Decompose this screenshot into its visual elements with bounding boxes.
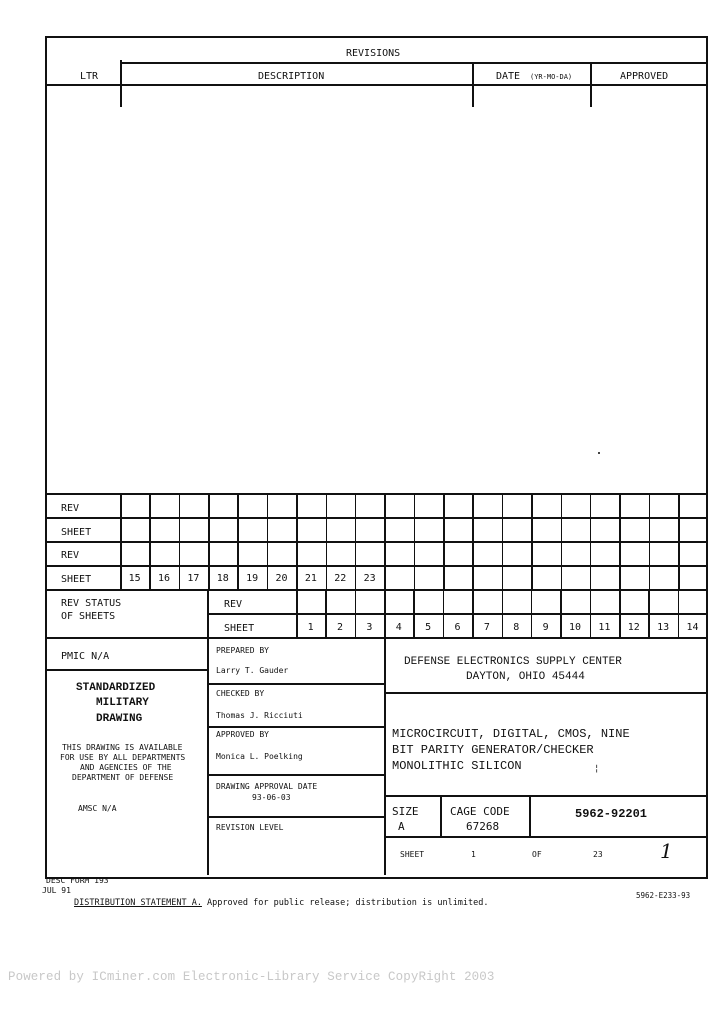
lower-sheet-number: 7	[483, 622, 490, 633]
rev-table-top	[45, 493, 706, 495]
upper-sheet-number: 18	[216, 573, 229, 584]
right-div-3	[384, 836, 706, 838]
desc-line1: MICROCIRCUIT, DIGITAL, CMOS, NINE	[392, 727, 630, 741]
document-number: 5962-92201	[575, 807, 648, 821]
scan-speck	[598, 452, 600, 454]
distribution-label: DISTRIBUTION STATEMENT A.	[74, 898, 202, 908]
cage-vert	[529, 795, 531, 836]
lower-sheet-number: 14	[686, 622, 699, 633]
upper-grid-col-line	[590, 493, 592, 589]
upper-sheet-number: 21	[304, 573, 317, 584]
col-description: DESCRIPTION	[258, 71, 325, 82]
cage-label: CAGE CODE	[450, 805, 510, 818]
revision-level-label: REVISION LEVEL	[216, 823, 284, 832]
mid-div-1	[207, 683, 384, 685]
upper-sheet-number: 23	[363, 573, 376, 584]
approved-by-label: APPROVED BY	[216, 730, 269, 739]
of-label: OF	[532, 850, 542, 859]
col-approved: APPROVED	[620, 71, 669, 82]
revisions-col-line-3	[590, 62, 592, 107]
upper-sheet-number: 19	[246, 573, 259, 584]
upper-grid-col-line	[561, 493, 563, 589]
rev-status-vert	[207, 589, 209, 875]
revisions-col-line-1	[120, 60, 122, 107]
pmic-divider	[45, 669, 207, 671]
lower-sheet-number: 1	[307, 622, 314, 633]
avail-line4: DEPARTMENT OF DEFENSE	[72, 773, 174, 782]
lower-sheet-number: 11	[598, 622, 611, 633]
rev-table-row1	[45, 517, 706, 519]
sheet-label: SHEET	[400, 850, 425, 859]
upper-grid-col-line	[414, 493, 416, 589]
desc-line3: MONOLITHIC SILICON	[392, 759, 522, 773]
revisions-col-line-2	[472, 62, 474, 107]
distribution-statement	[74, 899, 489, 908]
upper-grid-col-line	[384, 493, 386, 589]
lower-sheet-number: 9	[542, 622, 549, 633]
rev-status-line1: REV STATUS	[61, 598, 122, 609]
upper-grid-col-line	[443, 493, 445, 589]
mid-div-4	[207, 816, 384, 818]
rev-table-row4	[45, 589, 706, 591]
avail-line1: THIS DRAWING IS AVAILABLE	[62, 743, 183, 752]
std-line3: DRAWING	[96, 713, 143, 725]
col-date-format: (YR-MO-DA)	[530, 73, 573, 81]
lower-sheet-number: 13	[657, 622, 670, 633]
lower-sheet-number: 2	[337, 622, 344, 633]
std-line2: MILITARY	[96, 697, 149, 709]
rev-table-row3	[45, 565, 706, 567]
rev-label-1: REV	[61, 503, 80, 514]
revisions-title-divider	[120, 62, 706, 64]
col-date: DATE	[496, 71, 521, 82]
avail-line2: FOR USE BY ALL DEPARTMENTS	[60, 753, 186, 762]
sheet-label-2: SHEET	[61, 574, 92, 585]
mid-div-2	[207, 726, 384, 728]
checked-by-name: Thomas J. Ricciuti	[216, 711, 303, 720]
pmic-label: PMIC N/A	[61, 651, 110, 662]
cage-value: 67268	[466, 820, 500, 833]
scan-tick-mark: ¦	[594, 764, 600, 774]
lower-sheet-number: 6	[454, 622, 461, 633]
agency-line2: DAYTON, OHIO 45444	[466, 671, 585, 683]
sheet-value: 1	[471, 850, 476, 859]
mid-div-3	[207, 774, 384, 776]
lower-sheet-number: 12	[627, 622, 640, 633]
lower-sheet-number: 3	[366, 622, 373, 633]
size-value: A	[398, 820, 405, 833]
desc-line2: BIT PARITY GENERATOR/CHECKER	[392, 743, 594, 757]
approval-date-value: 93-06-03	[252, 793, 291, 802]
rev-status-line2: OF SHEETS	[61, 611, 116, 622]
upper-sheet-number: 15	[128, 573, 141, 584]
rev-label-3: REV	[224, 599, 243, 610]
checked-by-label: CHECKED BY	[216, 689, 265, 698]
distribution-text: Approved for public release; distribution is unlimited.	[201, 898, 489, 908]
form-line1: DESC FORM 193	[46, 876, 109, 885]
right-div-1	[384, 692, 706, 694]
agency-line1: DEFENSE ELECTRONICS SUPPLY CENTER	[404, 656, 622, 668]
upper-sheet-number: 20	[275, 573, 288, 584]
right-div-2	[384, 795, 706, 797]
prepared-by-name: Larry T. Gauder	[216, 666, 289, 675]
lower-sheet-number: 4	[395, 622, 402, 633]
amsc-label: AMSC N/A	[78, 804, 117, 813]
prepared-by-label: PREPARED BY	[216, 646, 269, 655]
rev-status-bottom	[45, 637, 706, 639]
lower-sheet-number: 5	[425, 622, 432, 633]
upper-sheet-number: 16	[158, 573, 171, 584]
approved-by-name: Monica L. Poelking	[216, 752, 303, 761]
upper-grid-col-line	[472, 493, 474, 589]
lower-sheet-number: 10	[568, 622, 582, 633]
size-vert	[440, 795, 442, 836]
upper-grid-col-line	[649, 493, 651, 589]
std-line1: STANDARDIZED	[76, 682, 156, 694]
size-label: SIZE	[392, 805, 419, 818]
rev-table-row2	[45, 541, 706, 543]
watermark: Powered by ICminer.com Electronic-Library Service CopyRight 2003	[8, 970, 495, 984]
upper-grid-col-line	[619, 493, 621, 589]
approval-date-label: DRAWING APPROVAL DATE	[216, 782, 318, 791]
lower-sheet-number: 8	[513, 622, 520, 633]
sheet-label-3: SHEET	[224, 623, 255, 634]
of-value: 23	[593, 850, 603, 859]
upper-sheet-number: 17	[187, 573, 200, 584]
mid-col-right	[384, 637, 386, 875]
avail-line3: AND AGENCIES OF THE	[80, 763, 172, 772]
code-reference: 5962-E233-93	[636, 891, 691, 900]
revisions-header-divider	[45, 84, 706, 86]
upper-grid-col-line	[678, 493, 680, 589]
upper-sheet-number: 22	[334, 573, 347, 584]
form-line2: JUL 91	[42, 886, 71, 895]
rev-status-midline	[207, 613, 706, 615]
handwritten-sheet-number: 1	[660, 839, 673, 863]
sheet-label-1: SHEET	[61, 527, 92, 538]
upper-grid-col-line	[502, 493, 504, 589]
col-ltr: LTR	[80, 71, 99, 82]
upper-grid-col-line	[531, 493, 533, 589]
rev-label-2: REV	[61, 550, 80, 561]
revisions-title: REVISIONS	[346, 48, 401, 59]
